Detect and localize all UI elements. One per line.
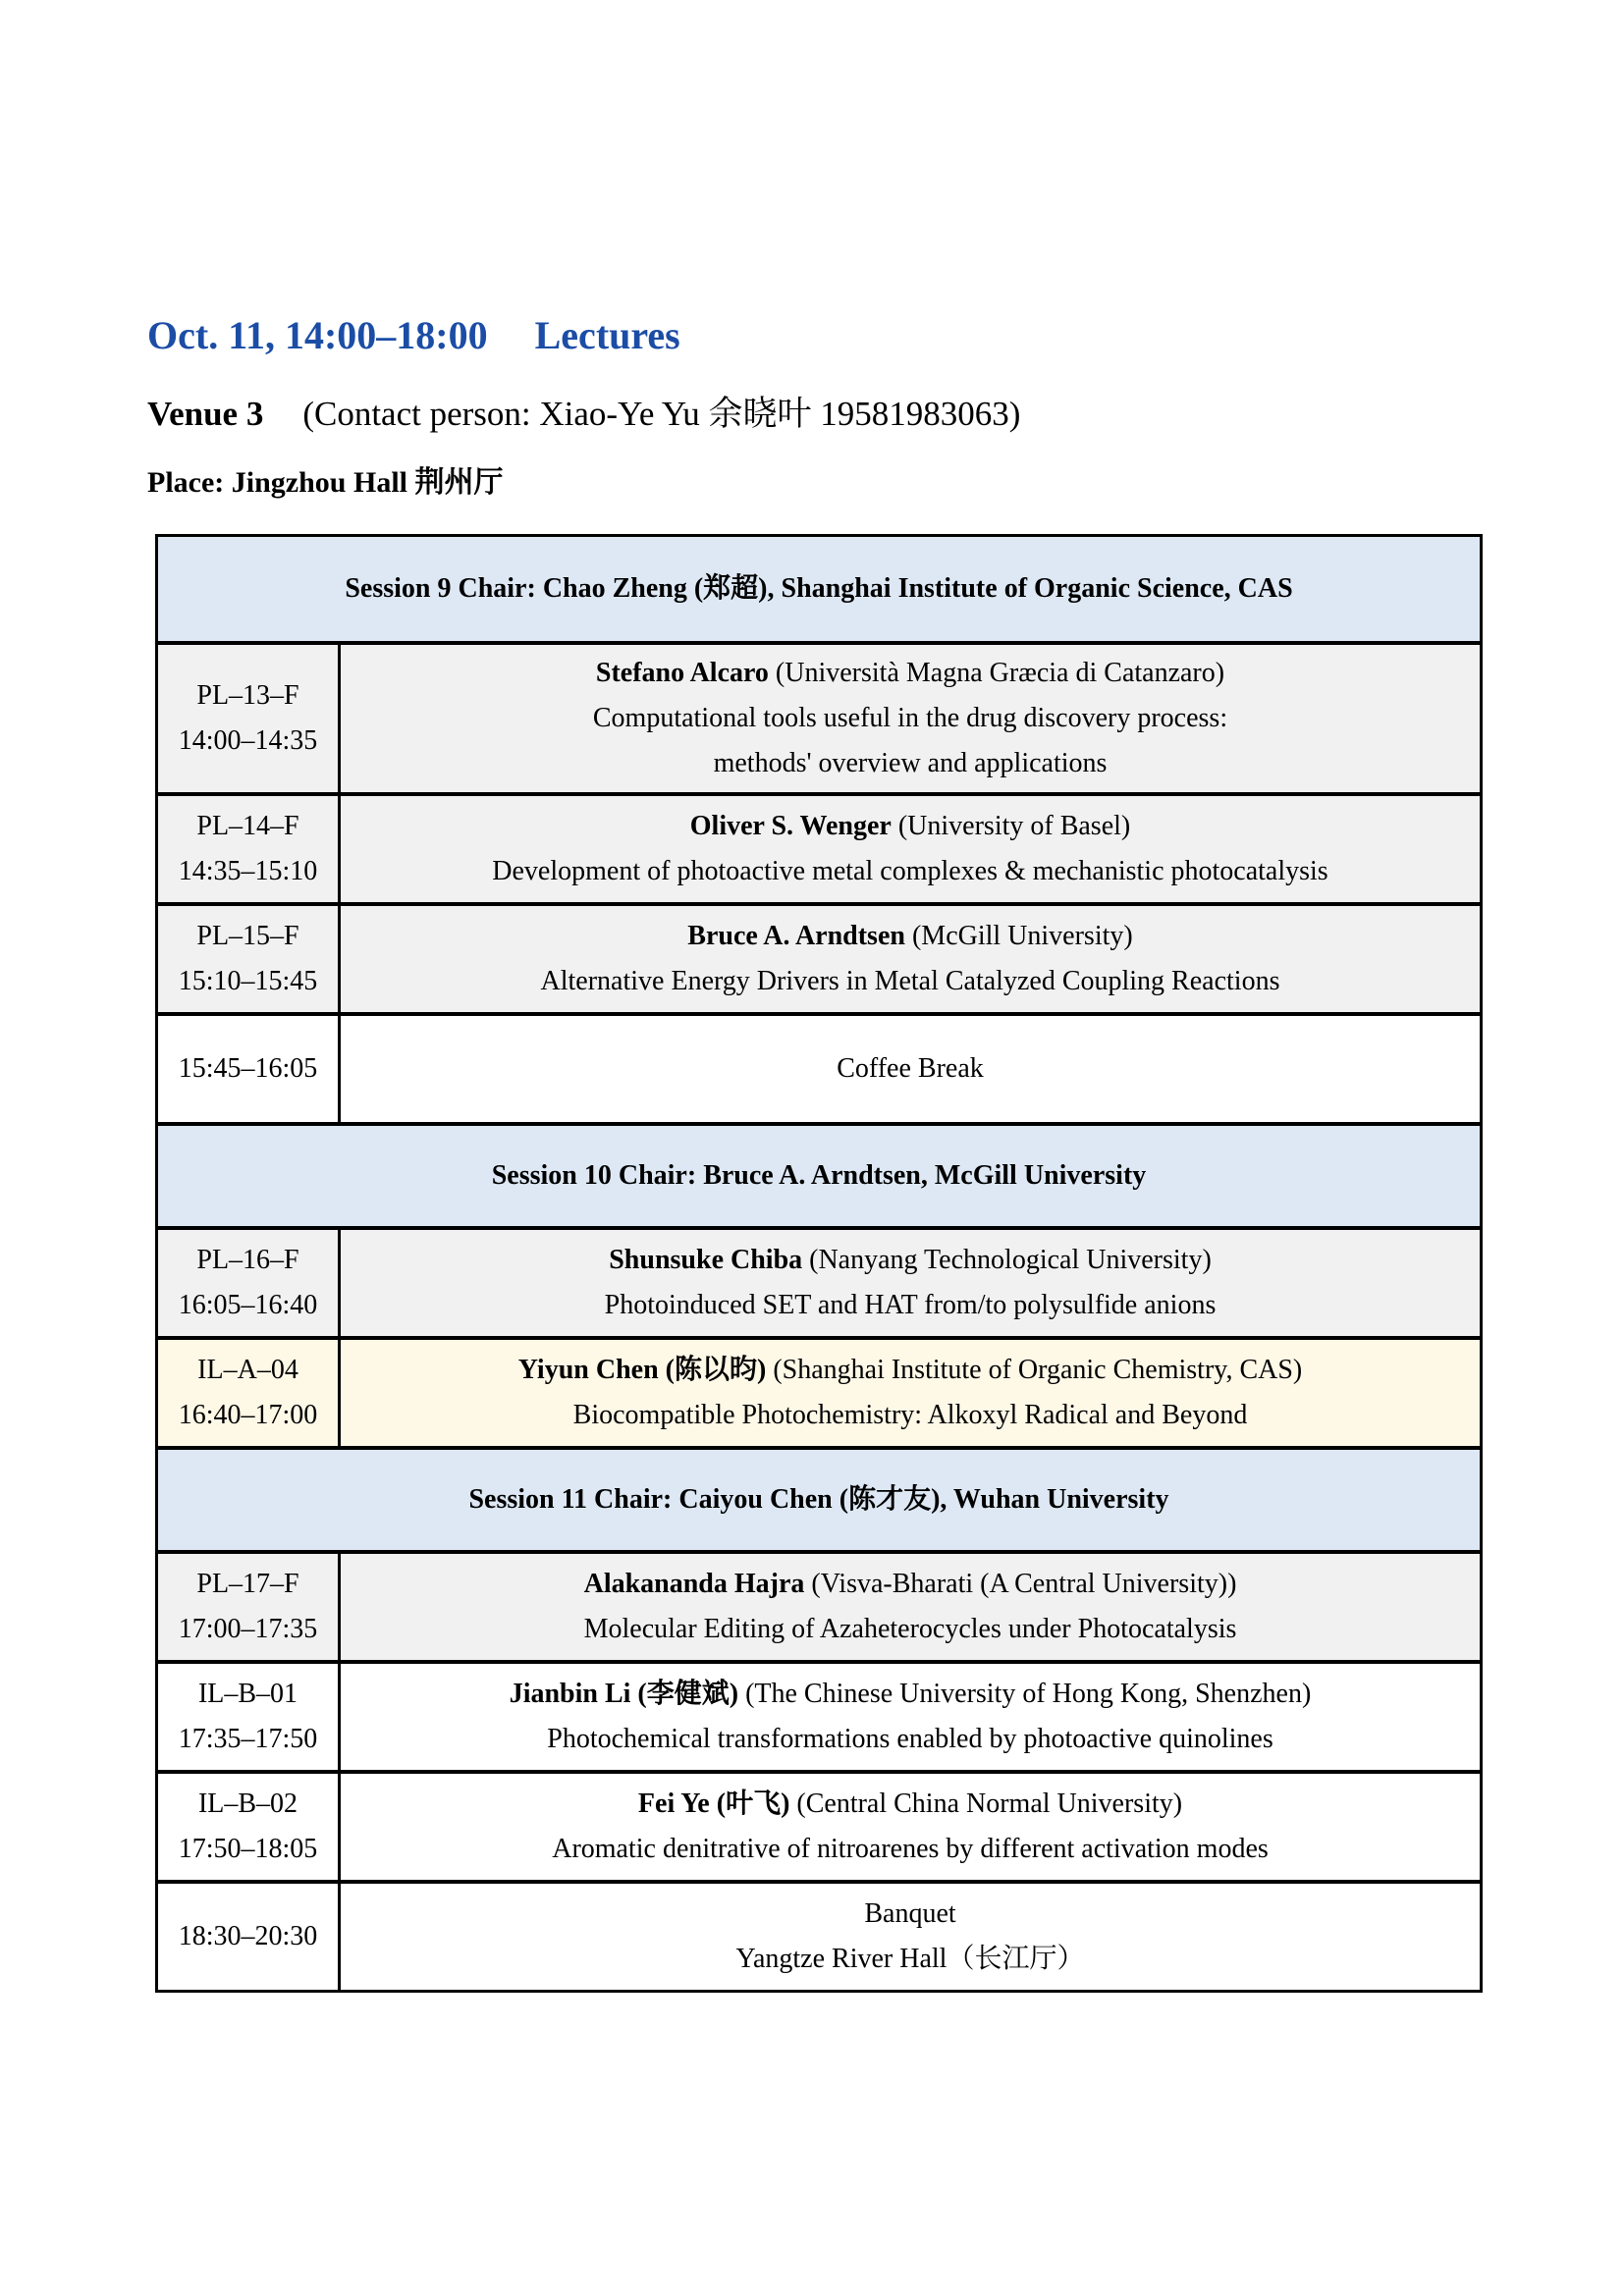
speaker-name: Oliver S. Wenger (689, 811, 892, 841)
place-line: Place: Jingzhou Hall 荆州厅 (147, 466, 504, 499)
speaker-affiliation: (Università Magna Græcia di Catanzaro) (768, 658, 1225, 688)
speaker-line (638, 1782, 1182, 1827)
time-cell (158, 1664, 341, 1770)
session-header-row (158, 1122, 1480, 1226)
time-cell (158, 645, 341, 792)
time-cell (158, 1884, 341, 1990)
speaker-line (609, 1238, 1212, 1283)
talk-time: 16:05–16:40 (178, 1290, 318, 1320)
talk-cell (341, 1664, 1480, 1770)
speaker-line (584, 1562, 1237, 1607)
talk-cell (341, 1884, 1480, 1990)
time-cell (158, 906, 341, 1012)
break-row (158, 1880, 1480, 1990)
talk-title-line: Computational tools useful in the drug discovery process: (592, 703, 1228, 733)
speaker-name: Jianbin Li (李健斌) (509, 1679, 739, 1709)
venue-line (147, 395, 1624, 434)
talk-code: PL–14–F (196, 811, 299, 841)
time-cell (158, 796, 341, 902)
break-text-line: Banquet (864, 1898, 956, 1929)
talk-code: PL–16–F (196, 1245, 299, 1275)
talk-cell (341, 1340, 1480, 1446)
speaker-name: Shunsuke Chiba (609, 1245, 803, 1275)
talk-time: 16:40–17:00 (178, 1400, 318, 1430)
session-header-row (158, 537, 1480, 641)
title-label: Lectures (534, 313, 680, 357)
talk-title-line: Alternative Energy Drivers in Metal Catalyzed Coupling Reactions (540, 966, 1280, 996)
talk-title-line: Molecular Editing of Azaheterocycles under Photocatalysis (583, 1614, 1237, 1644)
talk-time: 17:00–17:35 (178, 1614, 318, 1644)
talk-time: 15:10–15:45 (178, 966, 318, 996)
break-text-line: Coffee Break (837, 1053, 984, 1084)
talk-title-line: Photochemical transformations enabled by photoactive quinolines (547, 1724, 1273, 1754)
talk-code: PL–15–F (196, 921, 299, 951)
speaker-line (596, 651, 1224, 696)
talk-cell (341, 1016, 1480, 1122)
session-header-text: Session 10 Chair: Bruce A. Arndtsen, McGill University (491, 1160, 1147, 1191)
talk-code: IL–B–02 (197, 1789, 298, 1819)
session-header-text: Session 11 Chair: Caiyou Chen (陈才友), Wuhan University (468, 1484, 1169, 1515)
talk-time: 17:35–17:50 (178, 1724, 318, 1754)
speaker-line (690, 804, 1130, 849)
talk-code: IL–A–04 (197, 1355, 298, 1385)
title-date: Oct. 11, 14:00–18:00 (147, 313, 488, 357)
venue-contact: (Contact person: Xiao-Ye Yu 余晓叶 19581983063) (302, 395, 1021, 433)
talk-time: 14:35–15:10 (178, 856, 318, 886)
talk-cell (341, 796, 1480, 902)
talk-row (158, 1550, 1480, 1660)
break-text-line: Yangtze River Hall（长江厅） (735, 1944, 1085, 1974)
speaker-affiliation: (McGill University) (904, 921, 1133, 951)
talk-code: PL–17–F (196, 1569, 299, 1599)
talk-row (158, 1770, 1480, 1880)
talk-title-line: Photoinduced SET and HAT from/to polysulfide anions (604, 1290, 1217, 1320)
speaker-name: Bruce A. Arndtsen (687, 921, 905, 951)
page-title (147, 314, 1624, 357)
talk-row (158, 1336, 1480, 1446)
speaker-affiliation: (The Chinese University of Hong Kong, Shenzhen) (738, 1679, 1312, 1709)
speaker-affiliation: (Central China Normal University) (789, 1789, 1183, 1819)
talk-row (158, 1660, 1480, 1770)
session-header-row (158, 1446, 1480, 1550)
speaker-line (687, 914, 1132, 959)
talk-cell (341, 1774, 1480, 1880)
speaker-affiliation: (University of Basel) (891, 811, 1131, 841)
time-cell (158, 1230, 341, 1336)
speaker-affiliation: (Visva-Bharati (A Central University)) (804, 1569, 1237, 1599)
time-cell (158, 1774, 341, 1880)
speaker-line (510, 1672, 1312, 1717)
speaker-line (518, 1348, 1303, 1393)
speaker-name: Alakananda Hajra (583, 1569, 805, 1599)
talk-row (158, 902, 1480, 1012)
speaker-name: Fei Ye (叶飞) (637, 1789, 790, 1819)
speaker-affiliation: (Nanyang Technological University) (802, 1245, 1212, 1275)
talk-title-line: methods' overview and applications (713, 748, 1108, 778)
schedule-table (155, 534, 1483, 1993)
talk-cell (341, 645, 1480, 792)
talk-title-line: Biocompatible Photochemistry: Alkoxyl Radical and Beyond (572, 1400, 1248, 1430)
talk-title-line: Aromatic denitrative of nitroarenes by different activation modes (552, 1834, 1269, 1864)
talk-time: 18:30–20:30 (178, 1921, 318, 1951)
talk-row (158, 1226, 1480, 1336)
talk-cell (341, 906, 1480, 1012)
talk-title-line: Development of photoactive metal complexes & mechanistic photocatalysis (492, 856, 1328, 886)
talk-time: 17:50–18:05 (178, 1834, 318, 1864)
session-header-text: Session 9 Chair: Chao Zheng (郑超), Shanghai Institute of Organic Science, CAS (345, 573, 1293, 604)
talk-time: 14:00–14:35 (178, 725, 318, 756)
talk-row (158, 792, 1480, 902)
speaker-name: Yiyun Chen (陈以昀) (517, 1355, 767, 1385)
time-cell (158, 1554, 341, 1660)
speaker-affiliation: (Shanghai Institute of Organic Chemistry, CAS) (766, 1355, 1303, 1385)
talk-code: IL–B–01 (197, 1679, 298, 1709)
venue-label: Venue 3 (147, 395, 264, 433)
talk-code: PL–13–F (196, 680, 299, 711)
talk-cell (341, 1554, 1480, 1660)
time-cell (158, 1016, 341, 1122)
time-cell (158, 1340, 341, 1446)
speaker-name: Stefano Alcaro (595, 658, 769, 688)
talk-cell (341, 1230, 1480, 1336)
talk-time: 15:45–16:05 (178, 1053, 318, 1084)
talk-row (158, 641, 1480, 792)
break-row (158, 1012, 1480, 1122)
